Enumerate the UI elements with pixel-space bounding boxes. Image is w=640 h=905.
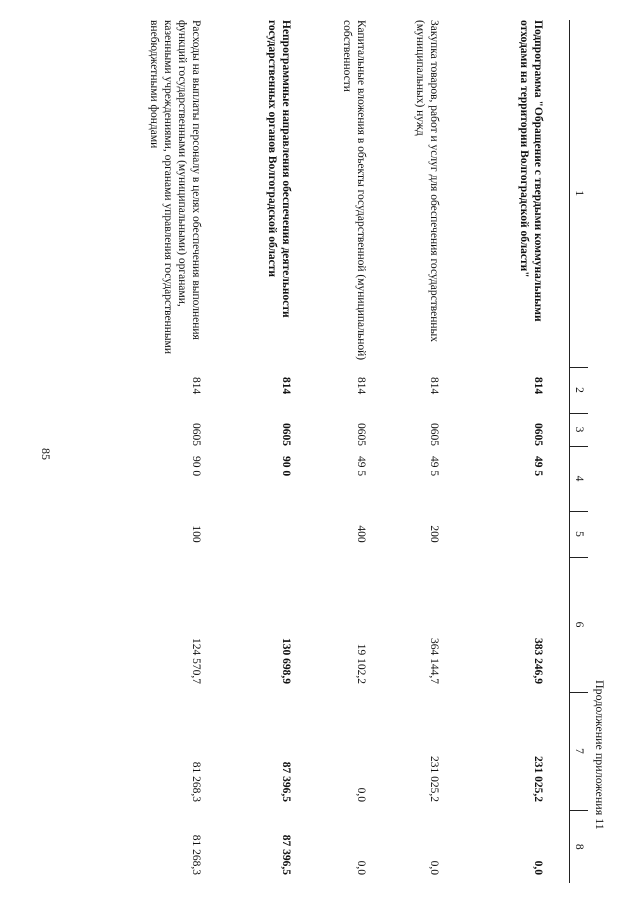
amount-col-7: 0,0 xyxy=(355,787,367,802)
ministry-code: 814 xyxy=(355,377,367,395)
amount-col-8: 0,0 xyxy=(532,860,544,875)
amount-col-6: 383 246,9 xyxy=(532,638,544,684)
expense-name: Закупка товаров, работ и услуг для обеспечения государственных (муниципальных) нужд xyxy=(414,20,440,343)
table-row xyxy=(99,20,203,883)
expense-type-code xyxy=(441,511,570,557)
column-number: 3 xyxy=(570,413,589,446)
page-number: 85 xyxy=(39,448,53,460)
ministry-code: 814 xyxy=(280,377,292,395)
expense-type-code xyxy=(203,511,293,557)
amount-col-7: 87 396,5 xyxy=(280,761,292,802)
amount-col-7: 231 025,2 xyxy=(532,756,544,802)
appendix-caption: Продолжение приложения 11 xyxy=(593,680,607,830)
amount-col-8: 0,0 xyxy=(355,860,367,875)
amount-col-8: 87 396,5 xyxy=(280,834,292,875)
amount-col-8: 0,0 xyxy=(428,860,440,875)
amount-col-8: 81 268,3 xyxy=(190,834,202,875)
section-code: 0605 xyxy=(428,423,440,446)
column-number: 4 xyxy=(570,446,589,511)
column-number: 2 xyxy=(570,367,589,413)
table-row xyxy=(293,20,368,883)
column-number: 8 xyxy=(570,810,589,883)
section-code: 0605 xyxy=(532,423,544,446)
expense-name: Расходы на выплаты персоналу в целях обеспечения выполнения функций государственными (муниципальными) органами, казенными учреждениями, органами управления государственными внебюджетными фондами xyxy=(148,20,202,355)
expense-name: Непрограммные направления обеспечения деятельности государственных органов Волгоградской области xyxy=(266,20,292,318)
target-code: 49 5 xyxy=(428,456,440,477)
column-number: 6 xyxy=(570,557,589,692)
budget-table xyxy=(99,20,588,883)
amount-col-7: 231 025,2 xyxy=(428,756,440,802)
target-code: 90 0 xyxy=(280,456,292,477)
expense-type-code: 100 xyxy=(190,525,202,543)
target-code: 49 5 xyxy=(355,456,367,477)
ministry-code: 814 xyxy=(428,377,440,395)
target-code: 49 5 xyxy=(532,456,544,477)
amount-col-6: 124 570,7 xyxy=(190,638,202,684)
section-code: 0605 xyxy=(355,423,367,446)
expense-type-code: 400 xyxy=(355,525,367,543)
amount-col-6: 130 698,9 xyxy=(280,638,292,684)
column-number: 7 xyxy=(570,692,589,810)
table-row xyxy=(368,20,441,883)
expense-name: Капитальные вложения в объекты государственной (муниципальной) собственности xyxy=(341,20,367,361)
target-code: 90 0 xyxy=(190,456,202,477)
expense-type-code: 200 xyxy=(428,525,440,543)
column-number: 5 xyxy=(570,511,589,557)
amount-col-6: 364 144,7 xyxy=(428,638,440,684)
table-row xyxy=(203,20,293,883)
ministry-code: 814 xyxy=(190,377,202,395)
table-row xyxy=(441,20,570,883)
section-code: 0605 xyxy=(280,423,292,446)
column-number: 1 xyxy=(570,20,589,367)
section-code: 0605 xyxy=(190,423,202,446)
expense-name: Подпрограмма "Обращение с твердыми коммунальными отходами на территории Волгоградской области" xyxy=(518,20,544,322)
amount-col-6: 19 102,2 xyxy=(355,643,367,684)
column-number-row xyxy=(570,20,589,883)
ministry-code: 814 xyxy=(532,377,544,395)
amount-col-7: 81 268,3 xyxy=(190,761,202,802)
